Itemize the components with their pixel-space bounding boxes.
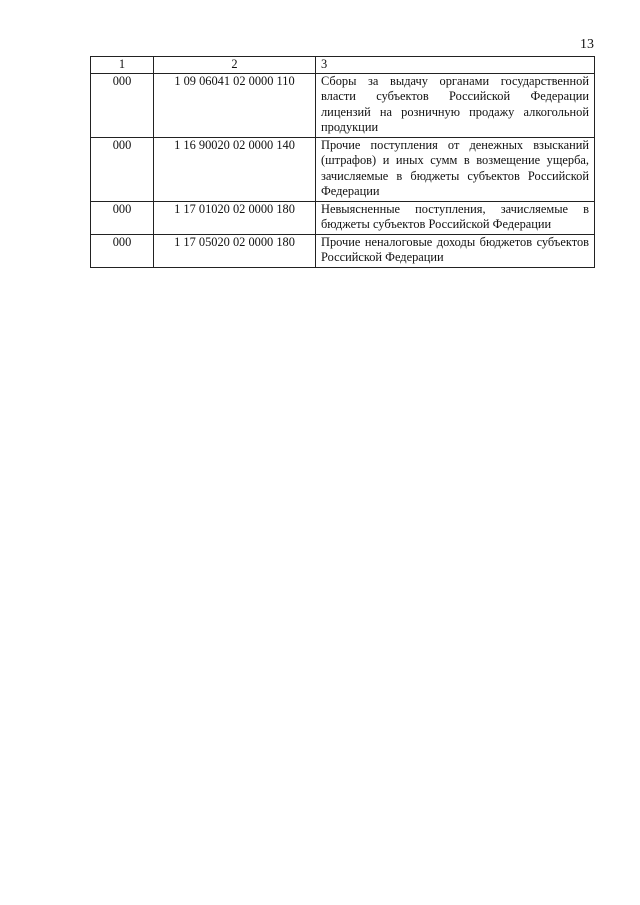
admin-code-cell: 000: [91, 73, 154, 137]
table-header-row: [91, 57, 595, 74]
column-header-2: 2: [154, 57, 316, 74]
description-cell: Сборы за выдачу органами государственной власти субъектов Российской Федерации лицензий на розничную продажу алкогольной продукции: [316, 73, 595, 137]
table-row: [91, 201, 595, 234]
description-cell: Прочие неналоговые доходы бюджетов субъектов Российской Федерации: [316, 234, 595, 267]
table-row: [91, 234, 595, 267]
admin-code-cell: 000: [91, 137, 154, 201]
description-cell: Невыясненные поступления, зачисляемые в бюджеты субъектов Российской Федерации: [316, 201, 595, 234]
column-header-1: 1: [91, 57, 154, 74]
page-number: 13: [580, 37, 594, 52]
table-row: [91, 137, 595, 201]
table-row: [91, 73, 595, 137]
admin-code-cell: 000: [91, 234, 154, 267]
budget-code-cell: 1 16 90020 02 0000 140: [154, 137, 316, 201]
admin-code-cell: 000: [91, 201, 154, 234]
description-cell: Прочие поступления от денежных взысканий (штрафов) и иных сумм в возмещение ущерба, зачисляемые в бюджеты субъектов Российской Федерации: [316, 137, 595, 201]
budget-code-cell: 1 09 06041 02 0000 110: [154, 73, 316, 137]
column-header-3: 3: [316, 57, 595, 74]
budget-codes-table: [90, 56, 595, 268]
budget-code-cell: 1 17 01020 02 0000 180: [154, 201, 316, 234]
budget-code-cell: 1 17 05020 02 0000 180: [154, 234, 316, 267]
